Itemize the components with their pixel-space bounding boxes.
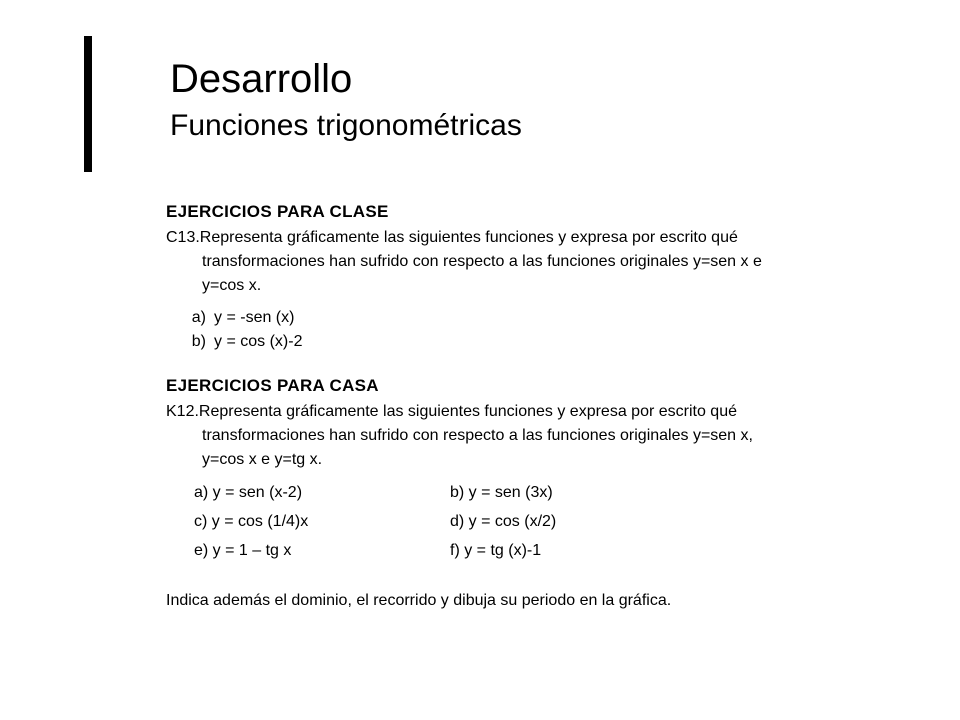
clase-line1: Representa gráficamente las siguientes funciones y expresa por escrito qué [199, 229, 738, 246]
clase-item [166, 330, 866, 354]
clase-heading: EJERCICIOS PARA CLASE [166, 202, 389, 221]
casa-item: f) y = tg (x)-1 [450, 542, 542, 559]
title-accent-bar [84, 36, 92, 172]
content-body [166, 200, 866, 613]
casa-item: e) y = 1 – tg x [194, 542, 292, 559]
casa-line3: y=cos x e y=tg x. [202, 451, 323, 468]
casa-item: c) y = cos (1/4)x [194, 513, 309, 530]
clase-item [166, 306, 866, 330]
page-title: Desarrollo [170, 57, 353, 101]
casa-code: K12. [166, 403, 199, 420]
clase-item-text: y = -sen (x) [214, 309, 295, 326]
casa-item: d) y = cos (x/2) [450, 513, 557, 530]
clase-line2: transformaciones han sufrido con respecto a las funciones originales y=sen x e [202, 253, 762, 270]
casa-item: b) y = sen (3x) [450, 484, 553, 501]
casa-heading: EJERCICIOS PARA CASA [166, 376, 379, 395]
clase-exercise [166, 226, 866, 298]
casa-item: a) y = sen (x-2) [194, 484, 303, 501]
casa-items-grid [194, 478, 866, 565]
clase-item-text: y = cos (x)-2 [214, 333, 303, 350]
clase-item-label: b) [191, 333, 206, 350]
clase-item-label: a) [191, 309, 206, 326]
clase-line3: y=cos x. [202, 277, 262, 294]
casa-line1: Representa gráficamente las siguientes funciones y expresa por escrito qué [198, 403, 737, 420]
casa-line2: transformaciones han sufrido con respecto a las funciones originales y=sen x, [202, 427, 753, 444]
footer-note: Indica además el dominio, el recorrido y dibuja su periodo en la gráfica. [166, 592, 672, 609]
casa-exercise [166, 400, 866, 472]
clase-code: C13. [166, 229, 200, 246]
page-subtitle: Funciones trigonométricas [170, 109, 522, 142]
